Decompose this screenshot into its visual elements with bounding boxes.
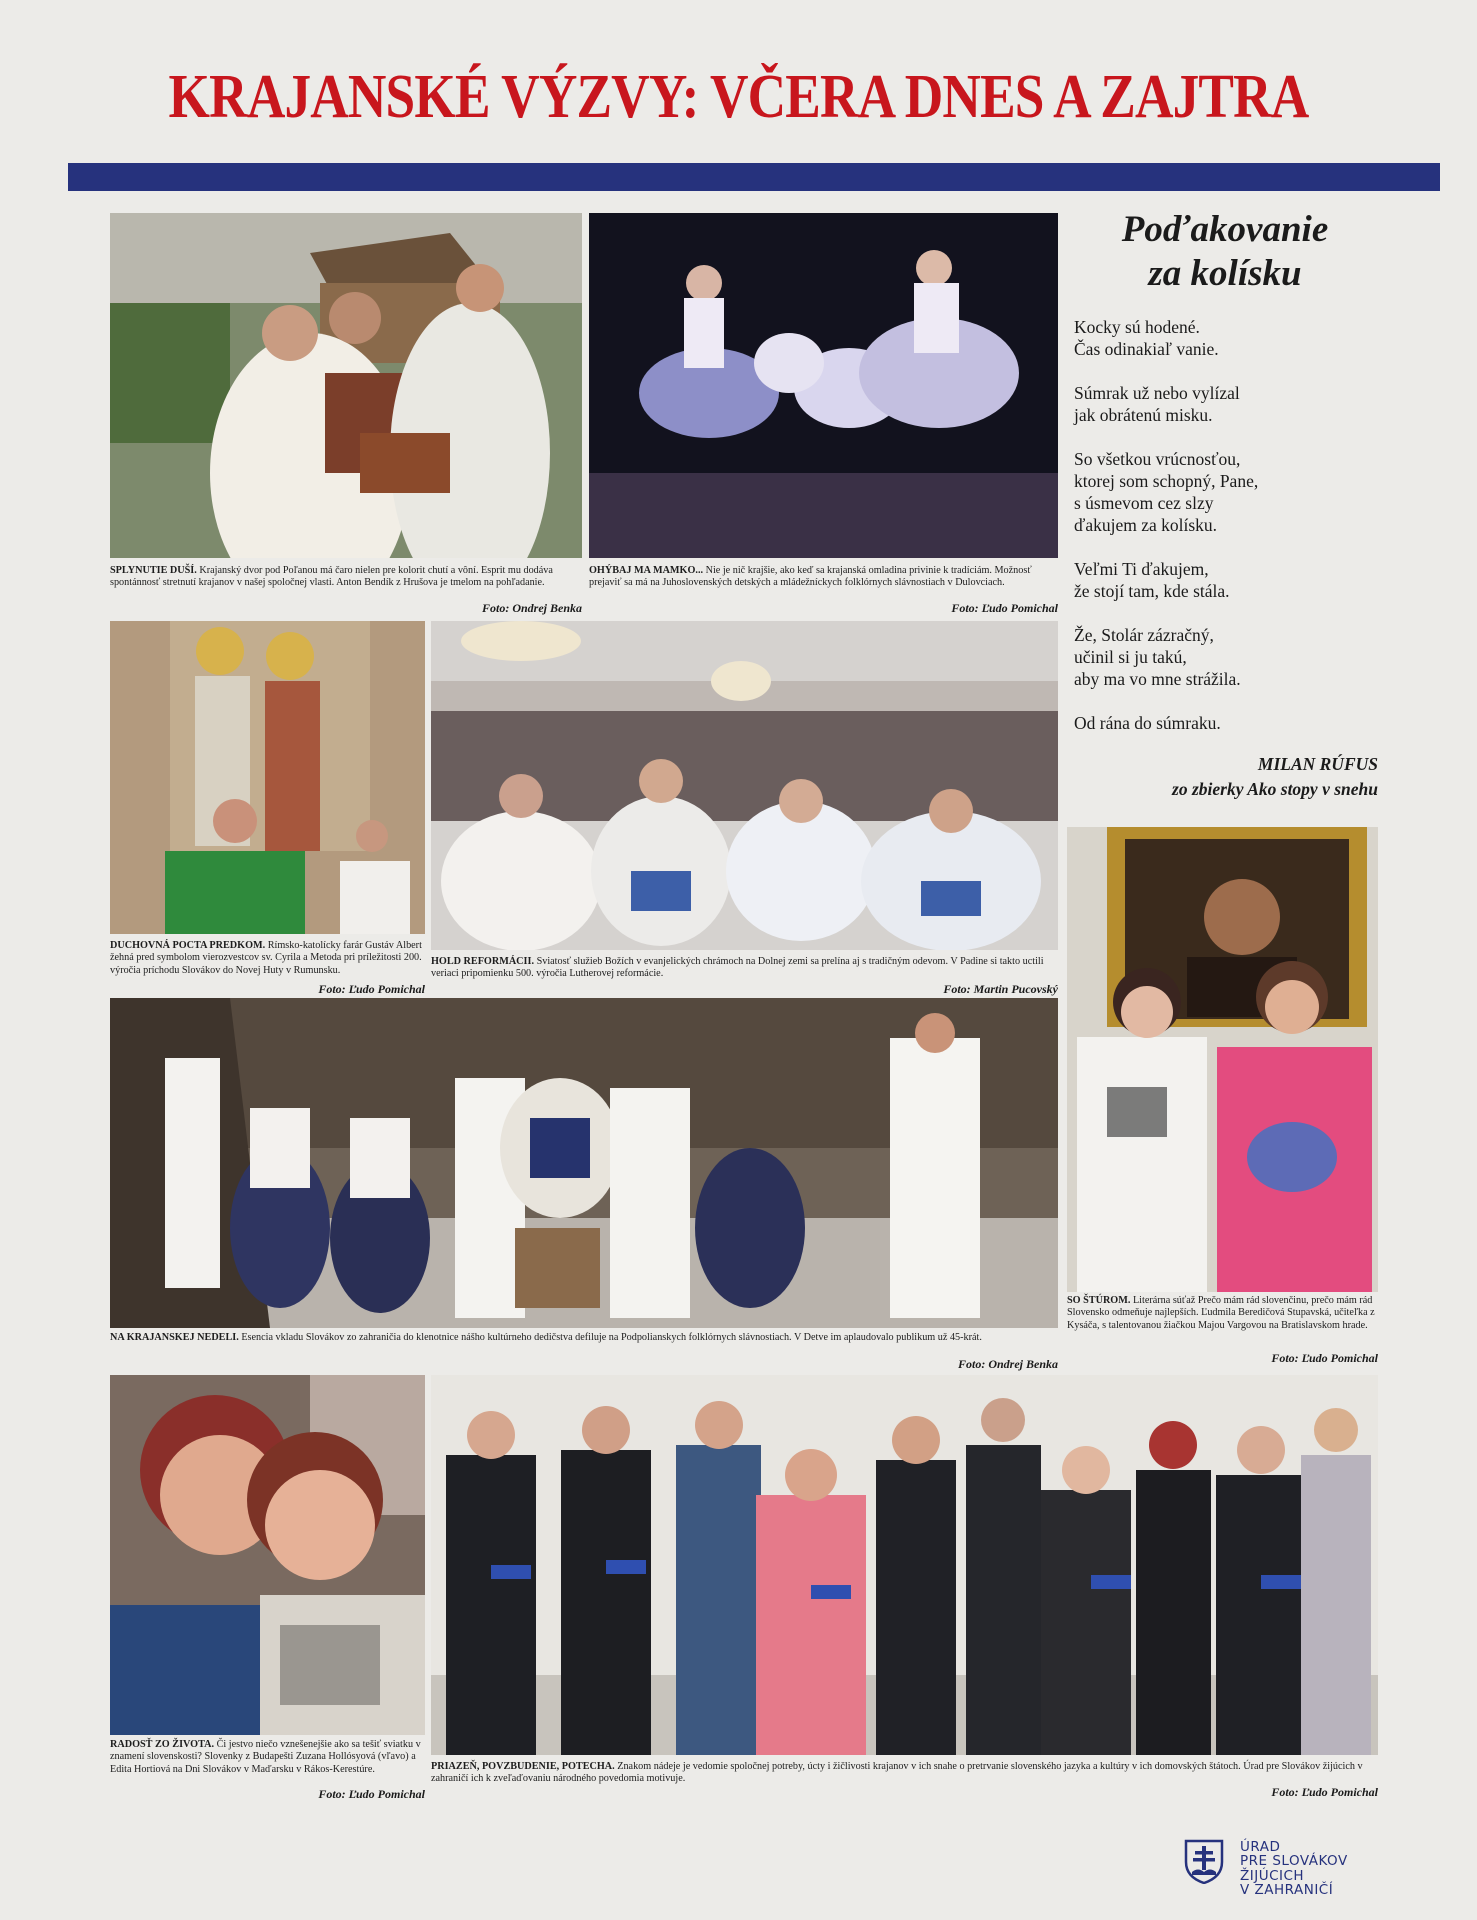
photo-priazen-povzbudenie	[431, 1375, 1378, 1755]
photo-radost-zo-zivota	[110, 1375, 425, 1735]
photo-splynutie-dusi	[110, 213, 582, 558]
credit-p5: Foto: Ondrej Benka	[957, 1357, 1058, 1371]
blue-divider-bar	[68, 163, 1440, 191]
credit-p6: Foto: Ľudo Pomichal	[1271, 1351, 1378, 1365]
photo-ohybaj-ma-mamko	[589, 213, 1058, 558]
caption-p1: SPLYNUTIE DUŠÍ. Krajanský dvor pod Poľanou má čaro nielen pre kolorit chutí a vôní. Esprit mu dodáva spontánnosť stretnutí krajanov v našej spoločnej vlasti. Anton Bendík z Hrušova je tmelom na pohľadanie.	[110, 565, 553, 589]
poem-stanza: Od rána do súmraku.	[1074, 713, 1221, 733]
credit-p3: Foto: Ľudo Pomichal	[318, 982, 425, 996]
photo-na-krajanskej-nedeli	[110, 998, 1058, 1328]
credit-p2: Foto: Ľudo Pomichal	[951, 601, 1058, 615]
poem-stanza: Súmrak už nebo vylízal jak obrátenú misku.	[1074, 383, 1240, 425]
caption-p4: HOLD REFORMÁCII. Sviatosť služieb Božích v evanjelických chrámoch na Dolnej zemi sa prelína aj s tradičným odevom. V Padine si takto uctili veriaci pripomienku 500. výročia Lutherovej reformácie.	[431, 956, 1044, 980]
photo-so-sturom	[1067, 827, 1378, 1292]
poem-stanza: Veľmi Ti ďakujem, že stojí tam, kde stála.	[1074, 559, 1230, 601]
poem-stanza: Že, Stolár zázračný, učinil si ju takú, aby ma vo mne strážila.	[1074, 625, 1241, 689]
credit-p4: Foto: Martin Pucovský	[943, 982, 1058, 996]
credit-p7: Foto: Ľudo Pomichal	[318, 1787, 425, 1801]
credit-p1: Foto: Ondrej Benka	[481, 601, 582, 615]
page-headline: KRAJANSKÉ VÝZVY: VČERA DNES A ZAJTRA	[168, 63, 1309, 131]
caption-p6: SO ŠTÚROM. Literárna súťaž Prečo mám rád slovenčinu, prečo mám rád Slovensko odmeňuje najlepších. Ľudmila Beredičová Stupavská, učiteľka z Kysáča, s talentovanou žiačkou Majou Vargovou na Bratislavskom hrade.	[1067, 1295, 1375, 1331]
poem-body	[1074, 316, 1374, 756]
poem-title: Poďakovanie za kolísku	[1121, 209, 1329, 294]
caption-p2: OHÝBAJ MA MAMKO... Nie je nič krajšie, ako keď sa krajanská omladina privinie k tradíciám. Možnosť prejaviť sa má na Juhoslovenských detských a mládežníckych folklórnych slávnostiach v Dulovciach.	[589, 565, 1032, 589]
poem-stanza: Kocky sú hodené. Čas odinakiaľ vanie.	[1074, 317, 1219, 359]
caption-p3: DUCHOVNÁ POCTA PREDKOM. Rímsko-katolícky farár Gustáv Albert žehná pred symbolom vierozvestcov sv. Cyrila a Metoda pri príležitosti 200. výročia príchodu Slovákov do Novej Huty v Rumunsku.	[110, 940, 422, 976]
poem-author: MILAN RÚFUS zo zbierky Ako stopy v snehu	[1172, 754, 1378, 799]
slovak-cross-shield-icon	[1183, 1838, 1225, 1884]
caption-p8: PRIAZEŇ, POVZBUDENIE, POTECHA. Znakom nádeje je vedomie spoločnej potreby, úcty i žičlivosti krajanov v ich snahe o pretrvanie slovenského jazyka a kultúry v ich domovských štátoch. Úrad pre Slovákov žijúcich v zahraničí ich k zveľaďovaniu národného povedomia motivuje.	[431, 1761, 1363, 1785]
photo-hold-reformacii	[431, 621, 1058, 950]
caption-p5: NA KRAJANSKEJ NEDELI. Esencia vkladu Slovákov zo zahraničia do klenotnice nášho kultúrneho dedičstva defiluje na Podpolianskych folklórnych slávnostiach. V Detve im aplaudovalo publikum už 45-krát.	[110, 1332, 982, 1343]
caption-p7: RADOSŤ ZO ŽIVOTA. Či jestvo niečo vznešenejšie ako sa tešiť sviatku v znamení slovenskosti? Slovenky z Budapešti Zuzana Hollósyová (vľavo) a Edita Hortiová na Dni Slovákov v Maďarsku v Rákos-Kerestúre.	[110, 1739, 421, 1775]
credit-p8: Foto: Ľudo Pomichal	[1271, 1785, 1378, 1799]
urad-logo-text: ÚRAD PRE SLOVÁKOV ŽIJÚCICH V ZAHRANIČÍ	[1240, 1839, 1348, 1899]
poem-stanza: So všetkou vrúcnosťou, ktorej som schopný, Pane, s úsmevom cez slzy ďakujem za kolísku.	[1074, 449, 1259, 535]
photo-duchovna-pocta	[110, 621, 425, 934]
